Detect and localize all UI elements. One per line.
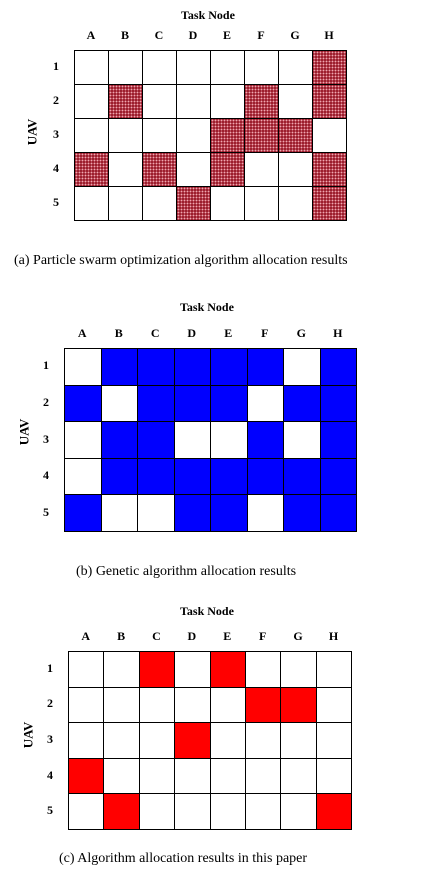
chart-a-title: Task Node — [181, 8, 235, 22]
chart-c-cell-uav4-e — [210, 758, 246, 795]
chart-b-cell-uav4-h — [320, 458, 358, 496]
chart-c-cell-uav3-f — [245, 722, 281, 759]
chart-c-col-label-b: B — [117, 629, 126, 643]
chart-b-cell-uav1-f — [247, 348, 285, 386]
chart-c-col-label-f: F — [259, 629, 267, 643]
chart-b-col-label-g: G — [296, 326, 306, 340]
chart-a-col-label-h: H — [324, 28, 334, 42]
chart-b-cell-uav5-b — [101, 494, 139, 532]
chart-a-ylabel: UAV — [23, 118, 39, 146]
chart-c-cell-uav3-e — [210, 722, 246, 759]
chart-b-cell-uav1-c — [137, 348, 175, 386]
chart-b-cell-uav3-b — [101, 421, 139, 459]
chart-a-col-label-e: E — [222, 28, 231, 42]
chart-a-col-label-c: C — [154, 28, 164, 42]
chart-b-row-label-1: 1 — [43, 358, 49, 373]
chart-c-col-label-e: E — [223, 629, 232, 643]
chart-c-cell-uav2-c — [139, 687, 175, 724]
chart-b-cell-uav3-d — [174, 421, 212, 459]
chart-a-col-label-a: A — [86, 28, 96, 42]
chart-a-col-label-g: G — [290, 28, 300, 42]
chart-c-col-label-g: G — [293, 629, 303, 643]
chart-c-cell-uav2-e — [210, 687, 246, 724]
chart-a-cell-uav2-c — [142, 84, 177, 119]
chart-a-cell-uav5-d — [176, 186, 211, 221]
chart-b-cell-uav2-h — [320, 385, 358, 423]
chart-b-col-label-e: E — [224, 326, 233, 340]
chart-b-cell-uav5-c — [137, 494, 175, 532]
chart-a-cell-uav4-c — [142, 152, 177, 187]
chart-b-row-label-5: 5 — [43, 504, 49, 519]
chart-c-cell-uav2-g — [280, 687, 316, 724]
chart-b-col-label-c: C — [150, 326, 160, 340]
chart-b-col-label-b: B — [114, 326, 123, 340]
chart-c-cell-uav2-f — [245, 687, 281, 724]
chart-c-cell-uav4-f — [245, 758, 281, 795]
chart-c-cell-uav5-g — [280, 793, 316, 830]
chart-a-cell-uav2-g — [278, 84, 313, 119]
chart-b-cell-uav4-d — [174, 458, 212, 496]
chart-b-cell-uav2-e — [210, 385, 248, 423]
chart-b-cell-uav5-d — [174, 494, 212, 532]
chart-a-cell-uav3-d — [176, 118, 211, 153]
chart-c-cell-uav1-b — [103, 651, 139, 688]
chart-b-col-label-h: H — [333, 326, 343, 340]
chart-c-row-label-2: 2 — [47, 696, 53, 711]
chart-c-col-label-h: H — [328, 629, 339, 643]
chart-c-col-label-c: C — [152, 629, 161, 643]
chart-c-ylabel: UAV — [19, 721, 35, 749]
chart-a-cell-uav2-d — [176, 84, 211, 119]
chart-c-row-label-4: 4 — [47, 767, 53, 782]
chart-a-cell-uav3-g — [278, 118, 313, 153]
chart-b-cell-uav2-g — [283, 385, 321, 423]
chart-a-cell-uav3-e — [210, 118, 245, 153]
chart-c-cell-uav5-e — [210, 793, 246, 830]
chart-c-col-label-a: A — [81, 629, 91, 643]
chart-a-cell-uav4-h — [312, 152, 347, 187]
chart-c-cell-uav3-g — [280, 722, 316, 759]
chart-b-cell-uav3-a — [64, 421, 102, 459]
chart-c-cell-uav1-c — [139, 651, 175, 688]
chart-c-cell-uav4-b — [103, 758, 139, 795]
chart-a-cell-uav1-a — [74, 50, 109, 85]
chart-b-cell-uav4-a — [64, 458, 102, 496]
chart-c-cell-uav1-g — [280, 651, 316, 688]
chart-b-col-label-a: A — [77, 326, 87, 340]
chart-a-col-label-f: F — [257, 28, 265, 42]
chart-a-cell-uav5-a — [74, 186, 109, 221]
chart-a-cell-uav2-f — [244, 84, 279, 119]
chart-a-cell-uav4-d — [176, 152, 211, 187]
chart-c-title: Task Node — [180, 604, 234, 618]
chart-b-cell-uav5-g — [283, 494, 321, 532]
chart-a-cell-uav1-e — [210, 50, 245, 85]
chart-b-cell-uav4-f — [247, 458, 285, 496]
chart-a-row-label-4: 4 — [53, 161, 59, 175]
chart-b-cell-uav2-b — [101, 385, 139, 423]
chart-a-cell-uav2-h — [312, 84, 347, 119]
chart-a-cell-uav5-f — [244, 186, 279, 221]
chart-c-cell-uav2-h — [316, 687, 352, 724]
chart-a-cell-uav1-b — [108, 50, 143, 85]
chart-c-cell-uav4-c — [139, 758, 175, 795]
chart-b-cell-uav5-a — [64, 494, 102, 532]
chart-c-cell-uav1-a — [68, 651, 104, 688]
chart-a-row-label-1: 1 — [53, 59, 59, 73]
chart-a-cell-uav3-f — [244, 118, 279, 153]
chart-a-cell-uav4-f — [244, 152, 279, 187]
chart-c-cell-uav5-a — [68, 793, 104, 830]
chart-b-caption: (b) Genetic algorithm allocation results — [76, 564, 297, 579]
chart-a-cell-uav5-c — [142, 186, 177, 221]
chart-a-cell-uav3-h — [312, 118, 347, 153]
chart-a-cell-uav3-b — [108, 118, 143, 153]
chart-a-col-label-d: D — [188, 28, 198, 42]
chart-c-cell-uav5-d — [174, 793, 210, 830]
chart-b-title: Task Node — [180, 300, 234, 314]
chart-b-cell-uav2-d — [174, 385, 212, 423]
chart-c-cell-uav2-d — [174, 687, 210, 724]
chart-c-cell-uav1-e — [210, 651, 246, 688]
chart-c-cell-uav3-h — [316, 722, 352, 759]
chart-a-cell-uav5-b — [108, 186, 143, 221]
chart-b-row-label-3: 3 — [43, 431, 49, 446]
chart-b-cell-uav3-h — [320, 421, 358, 459]
chart-c-cell-uav5-f — [245, 793, 281, 830]
chart-c-cell-uav4-g — [280, 758, 316, 795]
chart-a-cell-uav4-g — [278, 152, 313, 187]
chart-a-cell-uav1-h — [312, 50, 347, 85]
chart-c-cell-uav1-h — [316, 651, 352, 688]
chart-a-cell-uav3-c — [142, 118, 177, 153]
chart-a-cell-uav5-g — [278, 186, 313, 221]
chart-a-cell-uav1-g — [278, 50, 313, 85]
chart-c-cell-uav4-d — [174, 758, 210, 795]
chart-b-row-label-2: 2 — [43, 394, 49, 409]
chart-b-cell-uav5-h — [320, 494, 358, 532]
chart-b-col-label-f: F — [261, 326, 269, 340]
chart-a-cell-uav5-e — [210, 186, 245, 221]
chart-c-cell-uav3-b — [103, 722, 139, 759]
chart-c-cell-uav2-a — [68, 687, 104, 724]
chart-b-cell-uav1-b — [101, 348, 139, 386]
chart-c-cell-uav4-h — [316, 758, 352, 795]
chart-b-cell-uav5-f — [247, 494, 285, 532]
chart-c-caption: (c) Algorithm allocation results in this paper — [59, 851, 308, 866]
chart-a-row-label-2: 2 — [53, 93, 59, 107]
chart-c-cell-uav4-a — [68, 758, 104, 795]
chart-a-cell-uav5-h — [312, 186, 347, 221]
chart-c-col-label-d: D — [187, 629, 197, 643]
chart-a-caption: (a) Particle swarm optimization algorithm allocation results — [14, 253, 348, 268]
chart-a-row-label-5: 5 — [53, 195, 59, 209]
chart-b-cell-uav1-d — [174, 348, 212, 386]
chart-c-row-label-1: 1 — [47, 660, 53, 675]
chart-b-cell-uav1-e — [210, 348, 248, 386]
chart-c-cell-uav3-a — [68, 722, 104, 759]
chart-b-cell-uav4-g — [283, 458, 321, 496]
chart-c-cell-uav3-d — [174, 722, 210, 759]
chart-a-cell-uav2-e — [210, 84, 245, 119]
chart-b-cell-uav4-e — [210, 458, 248, 496]
chart-b-row-label-4: 4 — [43, 468, 49, 483]
chart-a-cell-uav1-c — [142, 50, 177, 85]
chart-b-cell-uav1-g — [283, 348, 321, 386]
chart-b-cell-uav2-a — [64, 385, 102, 423]
chart-c-cell-uav5-c — [139, 793, 175, 830]
chart-b-cell-uav1-a — [64, 348, 102, 386]
chart-a-cell-uav1-f — [244, 50, 279, 85]
chart-b-cell-uav4-c — [137, 458, 175, 496]
chart-c-cell-uav5-b — [103, 793, 139, 830]
chart-b-cell-uav4-b — [101, 458, 139, 496]
chart-c-row-label-5: 5 — [47, 803, 53, 818]
chart-a-row-label-3: 3 — [53, 127, 59, 141]
chart-c-cell-uav3-c — [139, 722, 175, 759]
chart-b-cell-uav3-c — [137, 421, 175, 459]
chart-b-cell-uav3-g — [283, 421, 321, 459]
chart-a-cell-uav4-a — [74, 152, 109, 187]
chart-a-cell-uav4-b — [108, 152, 143, 187]
chart-b-cell-uav1-h — [320, 348, 358, 386]
chart-a-cell-uav1-d — [176, 50, 211, 85]
chart-b-cell-uav5-e — [210, 494, 248, 532]
chart-c-cell-uav5-h — [316, 793, 352, 830]
chart-a-cell-uav2-a — [74, 84, 109, 119]
chart-b-cell-uav3-e — [210, 421, 248, 459]
chart-c-cell-uav2-b — [103, 687, 139, 724]
chart-b-col-label-d: D — [187, 326, 197, 340]
chart-a-cell-uav4-e — [210, 152, 245, 187]
chart-b-cell-uav2-c — [137, 385, 175, 423]
chart-c-cell-uav1-d — [174, 651, 210, 688]
chart-c-row-label-3: 3 — [47, 732, 53, 746]
chart-b-cell-uav2-f — [247, 385, 285, 423]
chart-a-cell-uav2-b — [108, 84, 143, 119]
chart-b-cell-uav3-f — [247, 421, 285, 459]
chart-a-col-label-b: B — [120, 28, 129, 42]
chart-a-cell-uav3-a — [74, 118, 109, 153]
chart-c-cell-uav1-f — [245, 651, 281, 688]
chart-b-ylabel: UAV — [15, 418, 31, 446]
